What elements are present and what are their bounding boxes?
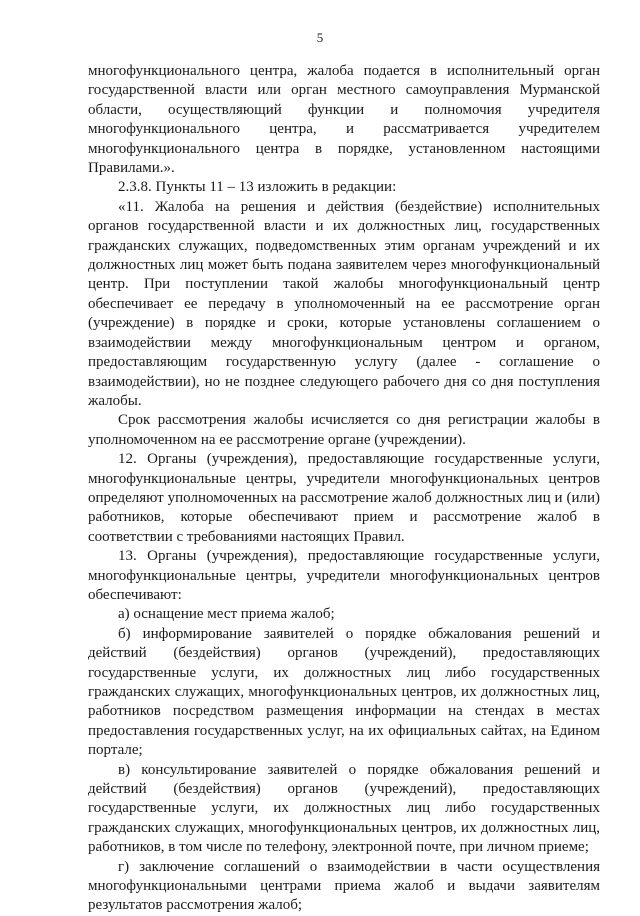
paragraph-review-period: Срок рассмотрения жалобы исчисляется со дня регистрации жалобы в уполномоченном на ее рассмотрение органе (учреждении). (88, 412, 600, 448)
paragraph-amendment-2-3-8: 2.3.8. Пункты 11 – 13 изложить в редакции: (118, 179, 397, 196)
paragraph-item-12: 12. Органы (учреждения), предоставляющие государственные услуги, многофункциональные центры, учредители многофункциональных центров определяют уполномоченных на рассмотрение жалоб должностных лиц и (или) работников, которые обеспечивают прием и рассмотрение жалоб в соответствии с требованиями настоящих Правил. (88, 451, 600, 545)
page-number: 5 (316, 30, 324, 45)
paragraph-item-11: «11. Жалоба на решения и действия (бездействие) исполнительных органов государственной власти и их должностных лиц, государственных гражданских служащих, подведомственных этим органам учреждений и их должностных лиц может быть подана заявителем через многофункциональный центр. При поступлении такой жалобы многофункциональный центр обеспечивает ее передачу в уполномоченный на ее рассмотрение орган (учреждение) в порядке и сроки, которые установлены соглашением о взаимодействии между многофункциональным центром и органом, предоставляющим государственную услугу (далее - соглашение о взаимодействии), но не позднее следующего рабочего дня со дня поступления жалобы. (88, 198, 600, 409)
paragraph-item-13: 13. Органы (учреждения), предоставляющие государственные услуги, многофункциональные центры, учредители многофункциональных центров обеспечивают: (88, 548, 600, 603)
paragraph-item-13-v: в) консультирование заявителей о порядке обжалования решений и действий (бездействия) органов (учреждений), предоставляющих государственные услуги, их должностных лиц либо государственных гражданских служащих, многофункциональных центров, их должностных лиц, работников, в том числе по телефону, электронной почте, при личном приеме; (88, 761, 600, 856)
document-body (88, 62, 600, 916)
paragraph-continuation: многофункционального центра, жалоба подается в исполнительный орган государственной власти или орган местного самоуправления Мурманской области, осуществляющий функции и полномочия учредителя многофункционального центра, и рассматривается учредителем многофункционального центра в порядке, установленном настоящими Правилами.». (88, 63, 600, 177)
paragraph-item-13-g: г) заключение соглашений о взаимодействии в части осуществления многофункциональными центрами приема жалоб и выдачи заявителям результатов рассмотрения жалоб; (88, 858, 600, 914)
paragraph-item-13-a: а) оснащение мест приема жалоб; (118, 606, 335, 623)
paragraph-item-13-b: б) информирование заявителей о порядке обжалования решений и действий (бездействия) органов (учреждений), предоставляющих государственные услуги, их должностных лиц либо государственных гражданских служащих, многофункциональных центров, их должностных лиц, работников посредством размещения информации на стендах в местах предоставления государственных услуг, на их официальных сайтах, на Едином портале; (88, 625, 600, 759)
